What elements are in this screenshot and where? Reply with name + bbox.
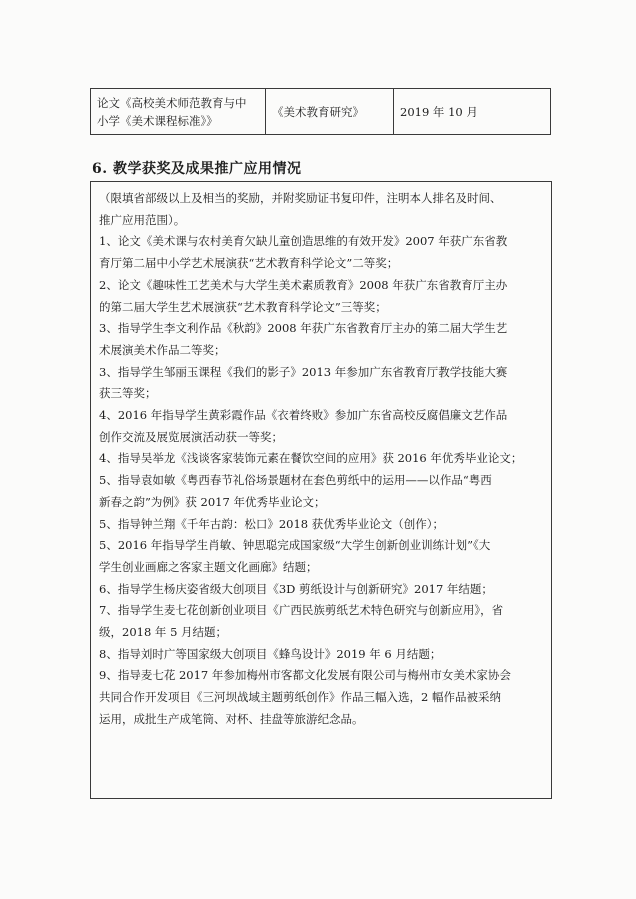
achievement-line: 5、指导袁如敏《粤西春节礼俗场景题材在套色剪纸中的运用——以作品“粤西 <box>99 473 492 488</box>
note-line: 推广应用范围）。 <box>99 212 186 227</box>
achievement-line: 2、论文《趣味性工艺美术与大学生美术素质教育》2008 年获广东省教育厅主办 <box>99 277 508 292</box>
achievement-line: 9、指导麦七花 2017 年参加梅州市客都文化发展有限公司与梅州市女美术家协会 <box>99 668 511 683</box>
achievement-line: 运用，成批生产成笔筒、对杯、挂盘等旅游纪念品。 <box>99 711 364 726</box>
publication-journal-cell <box>266 89 394 134</box>
achievement-line: 5、指导钟兰翔《千年古韵：松口》2018 获优秀毕业论文（创作）； <box>99 516 444 531</box>
achievement-line: 术展演美术作品二等奖； <box>99 342 226 357</box>
achievement-line: 5、2016 年指导学生肖敏、钟思聪完成国家级“大学生创新创业训练计划”《大 <box>99 538 491 553</box>
achievement-line: 3、指导学生李文利作品《秋韵》2008 年获广东省教育厅主办的第二届大学生艺 <box>99 321 508 336</box>
achievement-line: 新春之韵”为例》获 2017 年优秀毕业论文； <box>99 494 326 509</box>
publication-title-line-1: 论文《高校美术师范教育与中 <box>97 96 247 110</box>
achievement-line: 1、论文《美术课与农村美育欠缺儿童创造思维的有效开发》2007 年获广东省教 <box>99 234 508 249</box>
achievements-box <box>90 181 552 799</box>
section-heading: 6. 教学获奖及成果推广应用情况 <box>92 161 302 177</box>
achievement-line: 3、指导学生邹丽玉课程《我们的影子》2013 年参加广东省教育厅教学技能大赛 <box>99 364 508 379</box>
achievement-line: 的第二届大学生艺术展演获“艺术教育科学论文”三等奖； <box>99 299 387 314</box>
achievement-line: 创作交流及展览展演活动获一等奖； <box>99 429 283 444</box>
achievement-line: 6、指导学生杨庆姿省级大创项目《3D 剪纸设计与创新研究》2017 年结题； <box>99 581 493 596</box>
achievement-line: 7、指导学生麦七花创新创业项目《广西民族剪纸艺术特色研究与创新应用》，省 <box>99 603 504 618</box>
achievement-line: 4、指导吴举龙《浅谈客家装饰元素在餐饮空间的应用》获 2016 年优秀毕业论文； <box>99 451 523 466</box>
achievement-line: 8、指导刘时广等国家级大创项目《蜂鸟设计》2019 年 6 月结题； <box>99 646 442 661</box>
publication-date-cell <box>394 89 550 134</box>
publication-date: 2019 年 10 月 <box>400 104 478 119</box>
achievement-line: 学生创业画廊之客家主题文化画廊》结题； <box>99 559 318 574</box>
publication-journal: 《美术教育研究》 <box>272 104 364 119</box>
publication-title-line-2: 小学《美术课程标准》》 <box>97 114 218 128</box>
achievement-line: 级，2018 年 5 月结题； <box>99 625 228 640</box>
achievement-line: 获三等奖； <box>99 386 157 401</box>
achievement-line: 4、2016 年指导学生黄彩霞作品《衣着终败》参加广东省高校反腐倡廉文艺作品 <box>99 408 508 423</box>
achievement-line: 育厅第二届中小学艺术展演获“艺术教育科学论文”二等奖； <box>99 256 399 271</box>
publication-title-cell <box>91 89 266 134</box>
achievement-line: 共同合作开发项目《三河坝战域主题剪纸创作》作品三幅入选，2 幅作品被采纳 <box>99 690 501 705</box>
note-line: （限填省部级以上及相当的奖励，并附奖励证书复印件，注明本人排名及时间、 <box>99 191 502 205</box>
publication-table <box>90 88 551 135</box>
